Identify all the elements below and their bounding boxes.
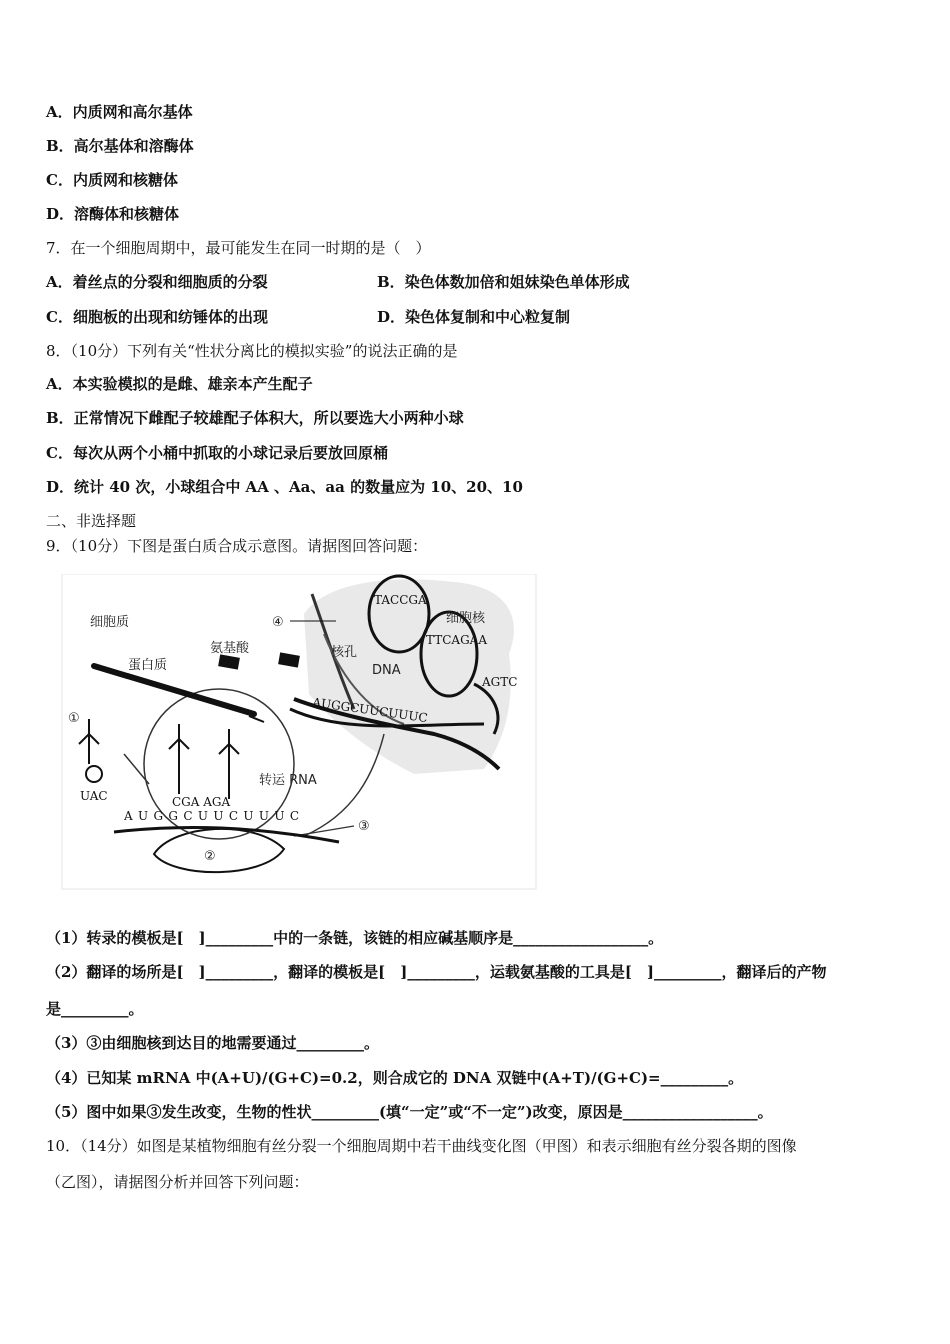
q7-option-d: D．染色体复制和中心粒复制	[377, 308, 571, 326]
protein-synthesis-diagram	[54, 574, 538, 899]
q6-option-b: B．高尔基体和溶酶体	[46, 137, 194, 155]
q8-option-a: A．本实验模拟的是雌、雄亲本产生配子	[46, 375, 313, 393]
dna-bases-3: AGTC	[482, 675, 518, 689]
dna-bases-1: TACCGA	[374, 593, 427, 607]
q8-option-d: D．统计 40 次，小球组合中 AA 、Aa、aa 的数量应为 10、20、10	[46, 478, 523, 496]
label-nuclear-pore: 核孔	[331, 645, 358, 660]
marker-2: ②	[204, 849, 216, 864]
q7-option-b: B．染色体数加倍和姐妹染色单体形成	[377, 273, 630, 291]
q6-option-a: A．内质网和高尔基体	[46, 103, 193, 121]
anticodons-mid: CGA AGA	[172, 795, 231, 809]
q6-option-d: D．溶酶体和核糖体	[46, 205, 180, 223]
q9-sub3: （3）③由细胞核到达目的地需要通过_________。	[46, 1034, 379, 1052]
dna-bases-2: TTCAGAA	[426, 633, 487, 647]
q7-stem: 7．在一个细胞周期中，最可能发生在同一时期的是（ ）	[46, 239, 431, 257]
q7-option-c: C．细胞板的出现和纺锤体的出现	[46, 308, 268, 326]
q9-sub4: （4）已知某 mRNA 中(A+U)/(G+C)=0.2，则合成它的 DNA 双链中(A+T)/(G+C)=_________。	[46, 1069, 744, 1087]
q9-sub2-line1: （2）翻译的场所是[ ]_________，翻译的模板是[ ]_________，运载氨基酸的工具是[ ]_________，翻译后的产物	[46, 963, 827, 981]
anticodon-uac: UAC	[80, 789, 108, 803]
q8-option-c: C．每次从两个小桶中抓取的小球记录后要放回原桶	[46, 444, 388, 462]
label-cytoplasm: 细胞质	[90, 615, 130, 630]
mrna-seq-top: AUGGCUUCUUUC	[311, 695, 429, 726]
q10-stem-line2: （乙图），请据图分析并回答下列问题：	[46, 1173, 309, 1191]
label-protein: 蛋白质	[128, 658, 168, 673]
label-dna: DNA	[372, 663, 401, 678]
marker-3: ③	[358, 819, 370, 834]
q8-stem: 8．（10分）下列有关“性状分离比的模拟实验”的说法正确的是	[46, 342, 458, 360]
marker-1: ①	[68, 711, 80, 726]
q8-option-b: B．正常情况下雌配子较雄配子体积大，所以要选大小两种小球	[46, 409, 464, 427]
q6-option-c: C．内质网和核糖体	[46, 171, 178, 189]
mrna-seq-bottom: AUGGCUUCUUUC	[124, 809, 299, 823]
label-trna: 转运 RNA	[259, 773, 317, 788]
q9-sub2-line2: 是_________。	[46, 1000, 144, 1018]
q9-sub5: （5）图中如果③发生改变，生物的性状_________(填“一定”或“不一定”)改变，原因是__________________。	[46, 1103, 773, 1121]
q9-stem: 9．（10分）下图是蛋白质合成示意图。请据图回答问题：	[46, 537, 428, 555]
q9-sub1: （1）转录的模板是[ ]_________中的一条链，该链的相应碱基顺序是__________________。	[46, 929, 664, 947]
section-heading: 二、非选择题	[46, 512, 137, 530]
label-amino-acid: 氨基酸	[210, 641, 250, 656]
q7-option-a: A．着丝点的分裂和细胞质的分裂	[46, 273, 268, 291]
marker-4: ④	[272, 615, 284, 630]
label-nucleus: 细胞核	[446, 611, 486, 626]
q10-stem-line1: 10．（14分）如图是某植物细胞有丝分裂一个细胞周期中若干曲线变化图（甲图）和表示细胞有丝分裂各期的图像	[46, 1137, 797, 1155]
